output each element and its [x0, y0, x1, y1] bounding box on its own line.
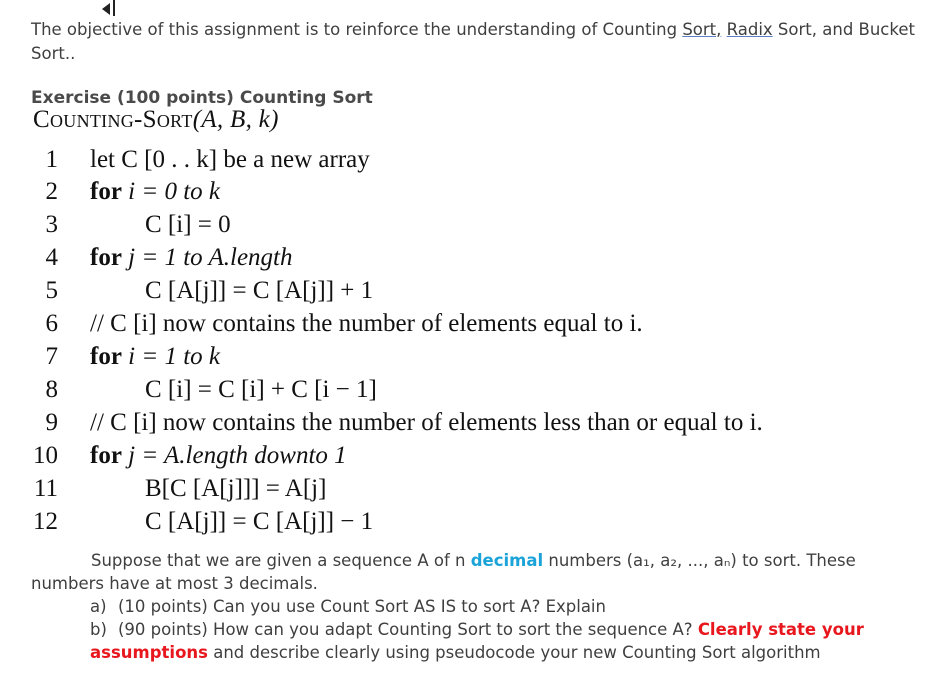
- intro-text-after: Sort, and Bucket Sort..: [31, 20, 915, 63]
- question-paragraph: [31, 549, 911, 595]
- line-number: 4: [45, 244, 58, 271]
- intro-text-before: The objective of this assignment is to reinforce the understanding of Counting: [31, 20, 683, 39]
- line-number: 7: [45, 343, 58, 370]
- item-a-label: a): [90, 597, 107, 616]
- line-number: 12: [33, 508, 58, 535]
- code-comment: // C [i] now contains the number of elements equal to i.: [90, 310, 643, 337]
- code-text: [90, 343, 220, 371]
- question-text-before: Suppose that we are given a sequence A of n: [91, 551, 471, 570]
- intro-link-sort[interactable]: Sort,: [682, 20, 722, 39]
- line-number: 8: [45, 376, 58, 403]
- code-text: B[C [A[j]]] = A[j]: [145, 475, 327, 502]
- decimal-highlight: decimal: [470, 551, 544, 570]
- cursor-mark-icon: [100, 0, 122, 16]
- intro-paragraph: [31, 18, 921, 66]
- code-text: [90, 178, 220, 206]
- algorithm-title: [33, 106, 279, 134]
- code-expr: i = 0 to k: [128, 178, 221, 205]
- code-text: C [i] = 0: [145, 211, 231, 238]
- code-expr: i = 1 to k: [128, 343, 221, 370]
- line-number: 9: [45, 409, 58, 436]
- question-text-after: numbers (a₁, a₂, ..., aₙ) to sort. These numbers have at most 3 decimals.: [31, 551, 856, 593]
- code-text: let C [0 . . k] be a new array: [90, 146, 370, 173]
- code-expr: j = 1 to A.length: [128, 244, 293, 271]
- question-item-a: [90, 595, 606, 618]
- keyword: for: [90, 244, 122, 271]
- line-number: 10: [33, 442, 58, 469]
- line-number: 11: [33, 475, 58, 502]
- line-number: 5: [45, 277, 58, 304]
- assumptions-highlight: Clearly state your assumptions: [90, 620, 864, 662]
- item-b-label: b): [90, 620, 107, 639]
- code-text: [90, 442, 347, 470]
- code-text: C [i] = C [i] + C [i − 1]: [145, 376, 377, 403]
- code-text: C [A[j]] = C [A[j]] + 1: [145, 277, 374, 304]
- code-comment: // C [i] now contains the number of elements less than or equal to i.: [90, 409, 763, 436]
- item-b-text-after: and describe clearly using pseudocode your new Counting Sort algorithm: [207, 643, 821, 662]
- question-item-b: [90, 618, 890, 664]
- line-number: 2: [45, 178, 58, 205]
- item-a-text: (10 points) Can you use Count Sort AS IS to sort A? Explain: [118, 597, 606, 616]
- keyword: for: [90, 178, 122, 205]
- code-expr: j = A.length downto 1: [128, 442, 347, 469]
- exercise-title: Exercise (100 points) Counting Sort: [31, 88, 373, 108]
- algorithm-name: Counting-Sort: [33, 106, 193, 133]
- line-number: 3: [45, 211, 58, 238]
- keyword: for: [90, 442, 122, 469]
- item-b-text: (90 points) How can you adapt Counting Sort to sort the sequence A?: [118, 620, 698, 639]
- line-number: 6: [45, 310, 58, 337]
- intro-link-radix[interactable]: Radix: [726, 20, 773, 39]
- line-number: 1: [45, 146, 58, 173]
- code-text: [90, 244, 293, 272]
- keyword: for: [90, 343, 122, 370]
- code-text: C [A[j]] = C [A[j]] − 1: [145, 508, 374, 535]
- algorithm-params: (A, B, k): [192, 106, 279, 133]
